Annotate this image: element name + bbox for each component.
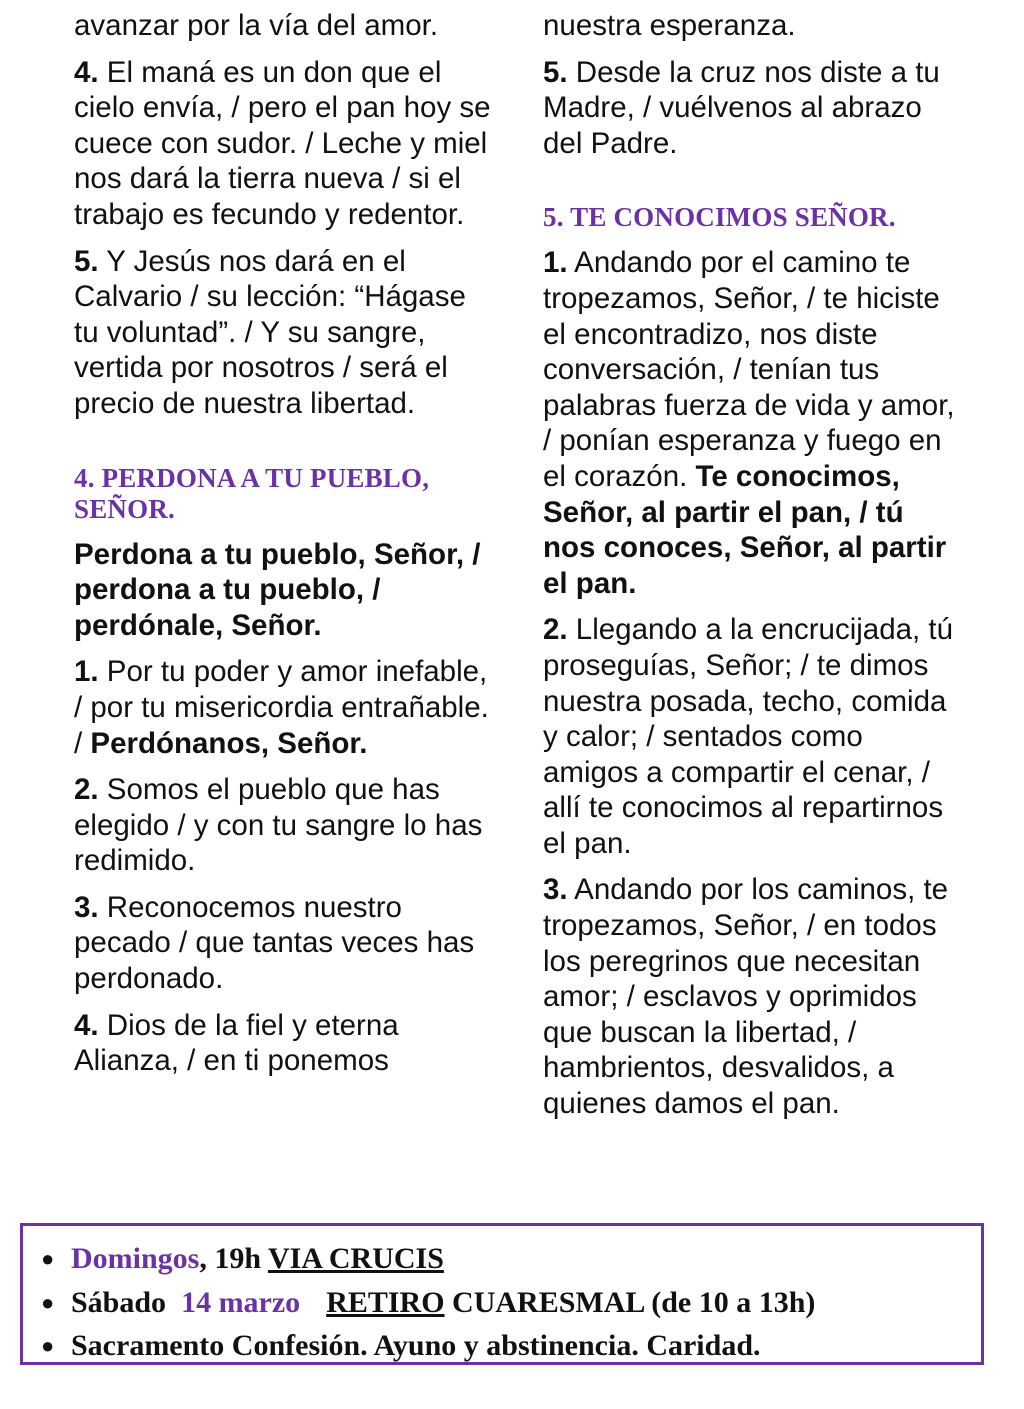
verse-text: Somos el pueblo que has elegido / y con tu sangre lo has redimido. [74, 773, 483, 878]
right-column [543, 8, 963, 1133]
notice-item-sabado [41, 1281, 816, 1325]
bullet-icon: ● [41, 1333, 55, 1358]
verse-5 [74, 244, 494, 422]
notice-day: Domingos [71, 1242, 200, 1275]
verse-number: 5. [74, 244, 99, 278]
verse-number: 4. [74, 1008, 99, 1042]
song5-verse-3 [543, 872, 963, 1121]
notice-item-sacramento [41, 1324, 815, 1368]
notice-event-detail: CUARESMAL (de 10 a 13h) [444, 1285, 816, 1319]
song-title-perdona: 4. PERDONA A TU PUEBLO, SEÑOR. [74, 462, 430, 524]
bullet-icon: ● [41, 1246, 55, 1271]
verse-number: 1. [74, 655, 99, 689]
notice-time: , 19h [199, 1242, 269, 1275]
verse-text: Por tu poder y amor inefable, / por tu misericordia entrañable. / [74, 655, 489, 760]
verse-text: Desde la cruz nos diste a tu Madre, / vuélvenos al abrazo del Padre. [543, 55, 940, 160]
verse-text: Llegando a la encrucijada, tú proseguías, Señor; / te dimos nuestra posada, techo, comida y calor; / sentados como amigos a compartir el cenar, / allí te conocimos al repartirnos el pan. [543, 613, 954, 860]
bullet-icon: ● [41, 1289, 55, 1315]
song4-verse-5 [543, 55, 963, 162]
verse-number: 2. [74, 773, 99, 807]
verse-continuation [543, 8, 963, 44]
song4-verse-3 [74, 890, 494, 997]
song4-verse-2 [74, 772, 494, 879]
left-column [74, 8, 494, 1090]
notice-day: Sábado [71, 1285, 182, 1319]
notice-event: VIA CRUCIS [268, 1242, 444, 1275]
notice-text: Sacramento Confesión. Ayuno y abstinencia. Caridad. [71, 1329, 761, 1362]
notice-list [41, 1237, 816, 1368]
verse-number: 2. [543, 613, 568, 647]
song5-verse-2 [543, 612, 963, 861]
verse-text: Andando por los caminos, te tropezamos, Señor, / en todos los peregrinos que necesitan amor; / esclavos y oprimidos que buscan la libertad, / hambrientos, desvalidos, a quienes damos el pan. [543, 873, 949, 1121]
song4-verse-4 [74, 1008, 494, 1079]
verse-text: Dios de la fiel y eterna Alianza, / en ti ponemos [74, 1008, 399, 1078]
verse-text: Y Jesús nos dará en el Calvario / su lección: “Hágase tu voluntad”. / Y su sangre, vertida por nosotros / será el precio de nuestra libertad. [74, 244, 466, 420]
verse-text: El maná es un don que el cielo envía, / pero el pan hoy se cuece con sudor. / Leche y miel nos dará la tierra nueva / si el trabajo es fecundo y redentor. [74, 55, 491, 231]
notice-date: 14 marzo [181, 1285, 301, 1319]
song4-verse-1 [74, 654, 494, 761]
verse-number: 1. [543, 246, 568, 280]
verse-text: avanzar por la vía del amor. [74, 9, 439, 42]
verse-continuation [74, 8, 494, 44]
verse-refrain: Te conocimos, Señor, al partir el pan, / tú nos conoces, Señor, al partir el pan. [543, 459, 947, 600]
song-refrain: Perdona a tu pueblo, Señor, / perdona a tu pueblo, / perdónale, Señor. [74, 537, 481, 642]
verse-text: Andando por el camino te tropezamos, Señor, / te hiciste el encontradizo, nos diste conversación, / tenían tus palabras fuerza de vida y amor, / ponían esperanza y fuego en el corazón. [543, 246, 955, 493]
verse-text: Reconocemos nuestro pecado / que tantas veces has perdonado. [74, 890, 475, 996]
verse-refrain: Perdónanos, Señor. [90, 726, 368, 760]
verse-number: 3. [543, 873, 568, 907]
song-title-te-conocimos: 5. TE CONOCIMOS SEÑOR. [543, 202, 896, 233]
verse-text: nuestra esperanza. [543, 9, 796, 42]
notice-box [20, 1223, 984, 1365]
song5-verse-1 [543, 245, 963, 601]
verse-number: 3. [74, 890, 99, 924]
notice-event: RETIRO [326, 1285, 445, 1319]
verse-4 [74, 55, 494, 233]
verse-number: 5. [543, 55, 568, 89]
notice-item-domingos [41, 1237, 815, 1281]
verse-number: 4. [74, 55, 99, 89]
